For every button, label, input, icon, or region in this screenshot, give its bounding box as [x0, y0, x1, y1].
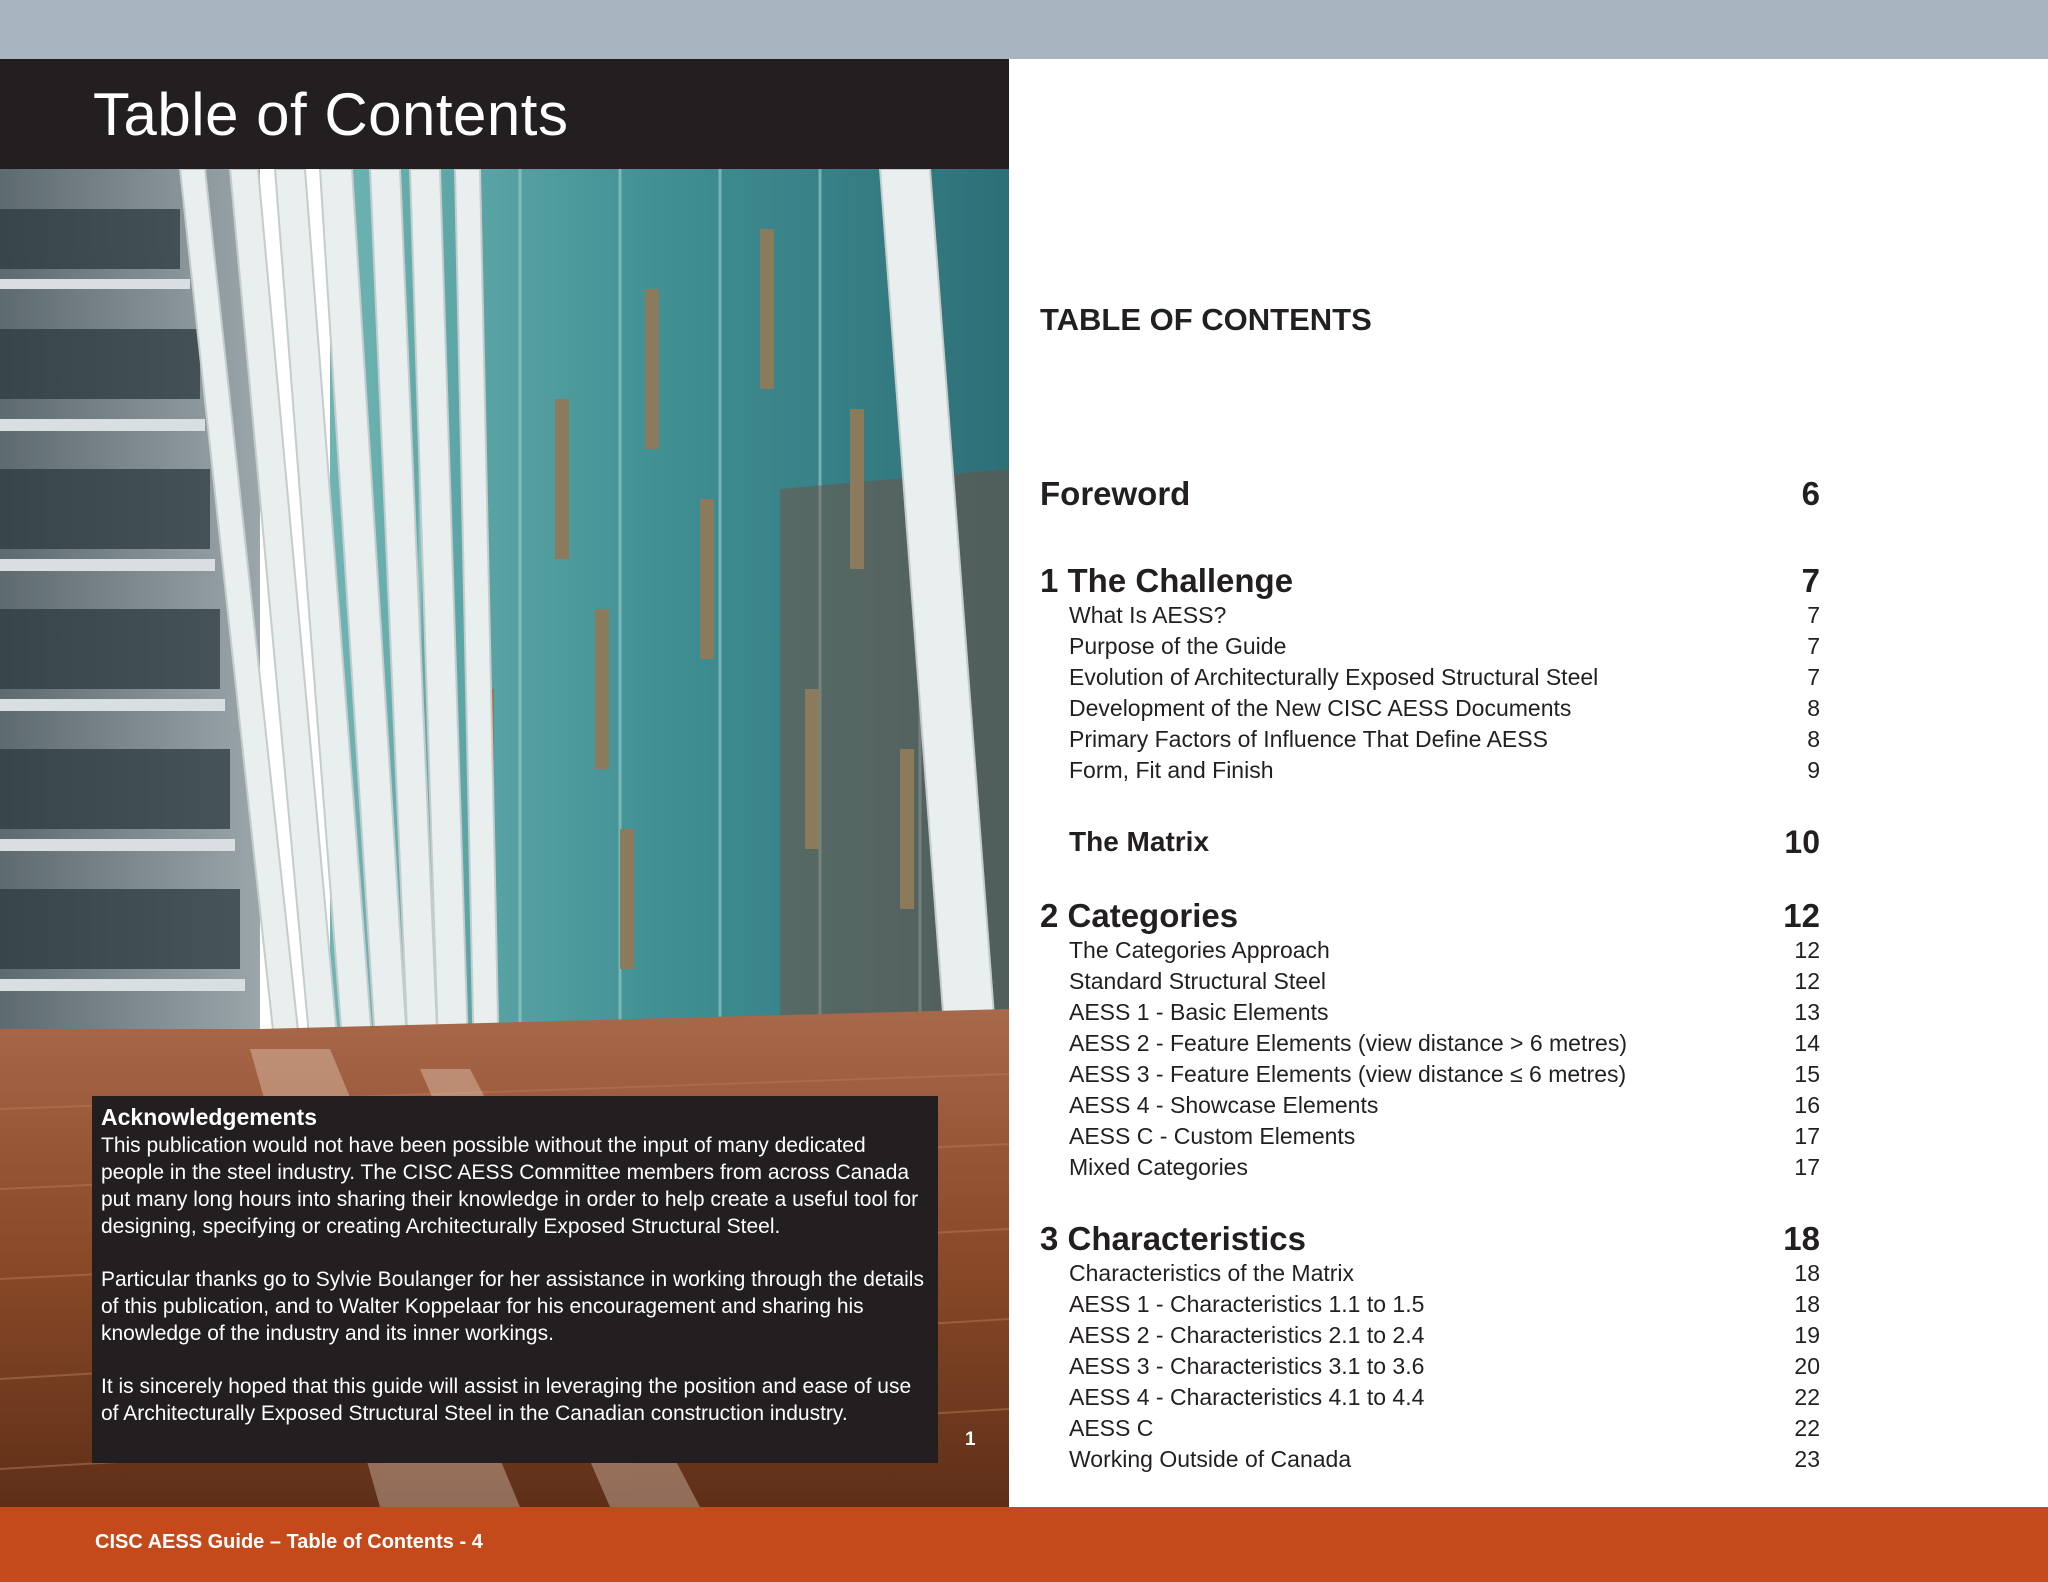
toc-entry-page: 14	[1794, 1030, 1820, 1056]
toc-entry-label: Mixed Categories	[1069, 1154, 1248, 1180]
toc-entry-page: 6	[1801, 475, 1820, 512]
toc-entry[interactable]	[1040, 1028, 1820, 1059]
toc-heading: TABLE OF CONTENTS	[1040, 302, 1372, 337]
toc-entry-label: AESS 4 - Showcase Elements	[1069, 1092, 1379, 1118]
acknowledgements-paragraph: It is sincerely hoped that this guide will assist in leveraging the position and ease of use of Architecturally Exposed Structural Steel in the Canadian construction industry.	[101, 1375, 912, 1425]
acknowledgements-paragraph: Particular thanks go to Sylvie Boulanger for her assistance in working through the details of this publication, and to Walter Koppelaar for his encouragement and sharing his knowledge of the industry and its inner workings.	[101, 1268, 924, 1345]
toc-entry-page: 13	[1794, 999, 1820, 1025]
toc-entry-label: The Matrix	[1069, 826, 1210, 857]
toc-entry-page: 10	[1784, 824, 1820, 860]
toc-entry[interactable]	[1040, 1121, 1820, 1152]
toc-entry[interactable]	[1040, 755, 1820, 786]
toc-entry-page: 19	[1794, 1322, 1820, 1348]
title-bar	[0, 59, 1009, 169]
toc-entry-label: Form, Fit and Finish	[1069, 757, 1274, 783]
toc-entry-label: AESS 2 - Characteristics 2.1 to 2.4	[1069, 1322, 1425, 1348]
toc-entry-label: AESS C	[1069, 1415, 1154, 1441]
toc-entry[interactable]	[1040, 600, 1820, 631]
toc-entry-page: 18	[1794, 1260, 1820, 1286]
toc-entry-label: Purpose of the Guide	[1069, 633, 1287, 659]
toc-entry-page: 9	[1807, 757, 1820, 783]
toc-entry[interactable]	[1040, 1059, 1820, 1090]
toc-entry-page: 18	[1783, 1220, 1820, 1257]
toc-entry-label: AESS 2 - Feature Elements (view distance > 6 metres)	[1069, 1030, 1627, 1056]
toc-entry-label: AESS 4 - Characteristics 4.1 to 4.4	[1069, 1384, 1425, 1410]
acknowledgements-box	[92, 1096, 938, 1463]
footer-text: CISC AESS Guide – Table of Contents - 4	[95, 1531, 483, 1553]
toc-entry[interactable]	[1040, 1320, 1820, 1351]
toc-entry-label: 1 The Challenge	[1040, 562, 1294, 599]
toc-entry[interactable]	[1040, 1152, 1820, 1183]
toc-entry-label: AESS C - Custom Elements	[1069, 1123, 1356, 1149]
toc-entry-foreword[interactable]	[1040, 474, 1820, 514]
toc-entry-page: 12	[1794, 937, 1820, 963]
toc-entry-label: Development of the New CISC AESS Documents	[1069, 695, 1572, 721]
toc-entry[interactable]	[1040, 935, 1820, 966]
acknowledgements-heading: Acknowledgements	[101, 1104, 317, 1130]
toc-entry[interactable]	[1040, 1382, 1820, 1413]
toc-entry[interactable]	[1040, 693, 1820, 724]
toc-entry[interactable]	[1040, 631, 1820, 662]
page-title: Table of Contents	[93, 81, 569, 148]
toc-entry-label: 2 Categories	[1040, 897, 1239, 934]
toc-entry-label: AESS 1 - Basic Elements	[1069, 999, 1329, 1025]
toc-entry-page: 8	[1807, 726, 1820, 752]
toc-entry[interactable]	[1040, 997, 1820, 1028]
toc-entry-label: What Is AESS?	[1069, 602, 1227, 628]
toc-entry[interactable]	[1040, 966, 1820, 997]
toc-entry-label: Evolution of Architecturally Exposed Structural Steel	[1069, 664, 1599, 690]
toc-entry-page: 22	[1794, 1415, 1820, 1441]
toc-entry-page: 18	[1794, 1291, 1820, 1317]
top-band	[0, 0, 2048, 59]
toc-entry-label: Working Outside of Canada	[1069, 1446, 1352, 1472]
toc-entry[interactable]	[1040, 1413, 1820, 1444]
footer-bar	[0, 1507, 2048, 1582]
toc-entry-label: Primary Factors of Influence That Define AESS	[1069, 726, 1548, 752]
toc-entry-label: AESS 3 - Characteristics 3.1 to 3.6	[1069, 1353, 1425, 1379]
toc-entry-page: 7	[1807, 633, 1820, 659]
left-panel	[0, 59, 1009, 1507]
toc-entry-label: The Categories Approach	[1069, 937, 1330, 963]
toc-entry-page: 17	[1794, 1154, 1820, 1180]
toc-entry[interactable]	[1040, 1444, 1820, 1475]
toc-entry-page: 20	[1794, 1353, 1820, 1379]
toc-entry-characteristics[interactable]	[1040, 1219, 1820, 1259]
toc-entry-page: 7	[1807, 664, 1820, 690]
toc-entry-page: 8	[1807, 695, 1820, 721]
toc-entry-page: 17	[1794, 1123, 1820, 1149]
toc-entry[interactable]	[1040, 1351, 1820, 1382]
toc-entry-page: 7	[1807, 602, 1820, 628]
photo-number: 1	[965, 1429, 976, 1450]
toc-entry-page: 22	[1794, 1384, 1820, 1410]
toc-entry-label: Foreword	[1040, 475, 1191, 512]
acknowledgements-paragraph: This publication would not have been possible without the input of many dedicated people in the steel industry. The CISC AESS Committee members from across Canada put many long hours into sharing their knowledge in order to help create a useful tool for designing, specifying or creating Architecturally Exposed Structural Steel.	[101, 1134, 919, 1238]
toc-entry-page: 15	[1794, 1061, 1820, 1087]
toc-entry-label: Standard Structural Steel	[1069, 968, 1326, 994]
toc-entry-the-matrix[interactable]	[1040, 824, 1820, 860]
toc-entry-page: 16	[1794, 1092, 1820, 1118]
toc-entry-label: AESS 1 - Characteristics 1.1 to 1.5	[1069, 1291, 1425, 1317]
toc-entry-label: 3 Characteristics	[1040, 1220, 1306, 1257]
toc-entry-label: AESS 3 - Feature Elements (view distance ≤ 6 metres)	[1069, 1061, 1627, 1087]
toc-entry[interactable]	[1040, 662, 1820, 693]
toc-entry-label: Characteristics of the Matrix	[1069, 1260, 1355, 1286]
toc-entry-page: 23	[1794, 1446, 1820, 1472]
toc-entry[interactable]	[1040, 1289, 1820, 1320]
toc-entry-page: 12	[1794, 968, 1820, 994]
toc-entry-categories[interactable]	[1040, 896, 1820, 936]
toc-entry-page: 12	[1783, 897, 1820, 934]
toc-entry-page: 7	[1801, 562, 1820, 599]
toc-entry-the-challenge[interactable]	[1040, 561, 1820, 601]
toc-entry[interactable]	[1040, 1258, 1820, 1289]
toc-entry[interactable]	[1040, 1090, 1820, 1121]
toc-entry[interactable]	[1040, 724, 1820, 755]
